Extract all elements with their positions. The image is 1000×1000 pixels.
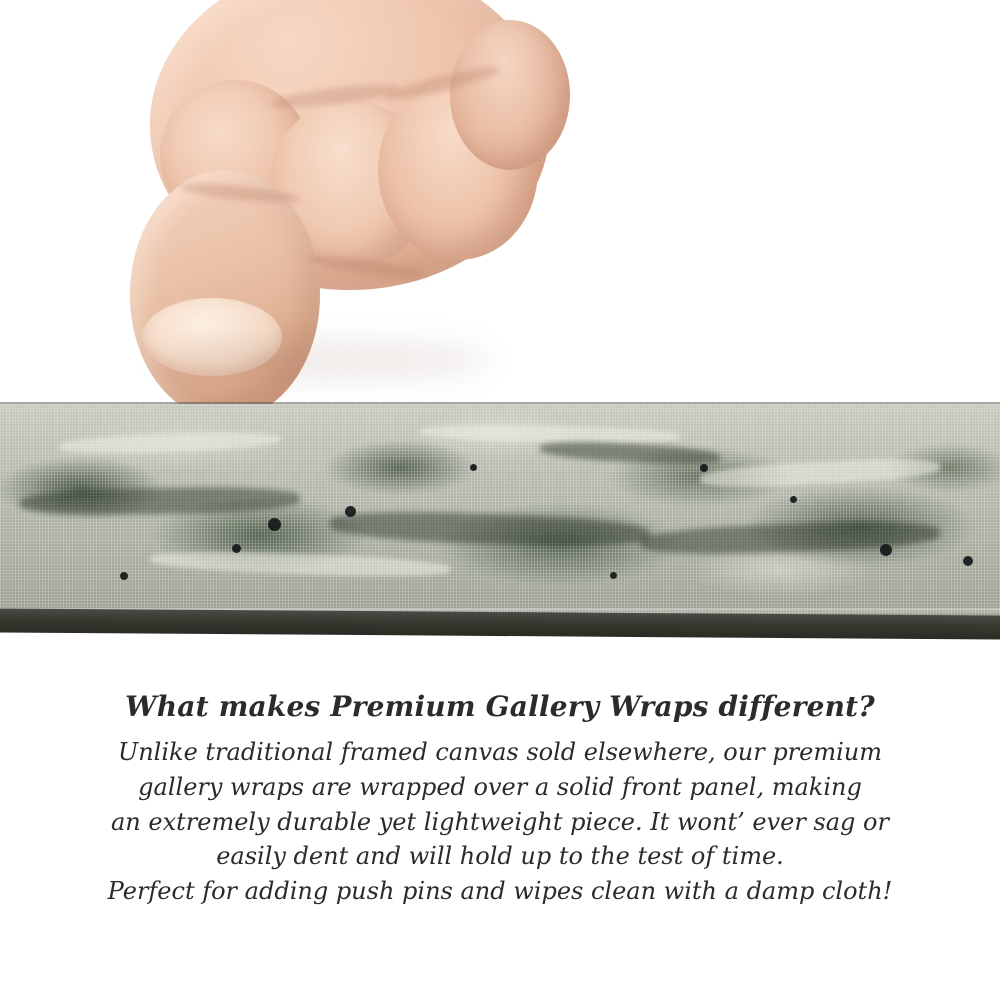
knuckle-shape-4 bbox=[450, 20, 570, 170]
caption-line: gallery wraps are wrapped over a solid front panel, making bbox=[138, 772, 862, 801]
hand-illustration bbox=[120, 0, 580, 430]
hand-shadow bbox=[160, 340, 490, 380]
caption-title: What makes Premium Gallery Wraps different? bbox=[125, 690, 875, 723]
caption-line: easily dent and will hold up to the test of time. bbox=[216, 842, 784, 871]
paint-speck bbox=[880, 544, 892, 556]
canvas-edge-strip bbox=[0, 404, 1000, 616]
thumb-shape bbox=[130, 170, 320, 420]
paint-speck bbox=[120, 572, 128, 580]
caption-body bbox=[0, 735, 1000, 909]
caption-line: an extremely durable yet lightweight piece. It wont’ ever sag or bbox=[111, 807, 889, 836]
paint-speck bbox=[345, 506, 356, 517]
paint-speck bbox=[700, 464, 708, 472]
paint-speck bbox=[470, 464, 477, 471]
caption-line: Unlike traditional framed canvas sold elsewhere, our premium bbox=[117, 738, 882, 766]
paint-speck bbox=[610, 572, 617, 579]
paint-speck bbox=[268, 518, 281, 531]
caption-line: Perfect for adding push pins and wipes clean with a damp cloth! bbox=[107, 877, 893, 906]
caption-block bbox=[0, 690, 1000, 909]
paint-speck bbox=[790, 496, 797, 503]
paint-speck bbox=[963, 556, 973, 566]
paint-speck bbox=[232, 544, 241, 553]
